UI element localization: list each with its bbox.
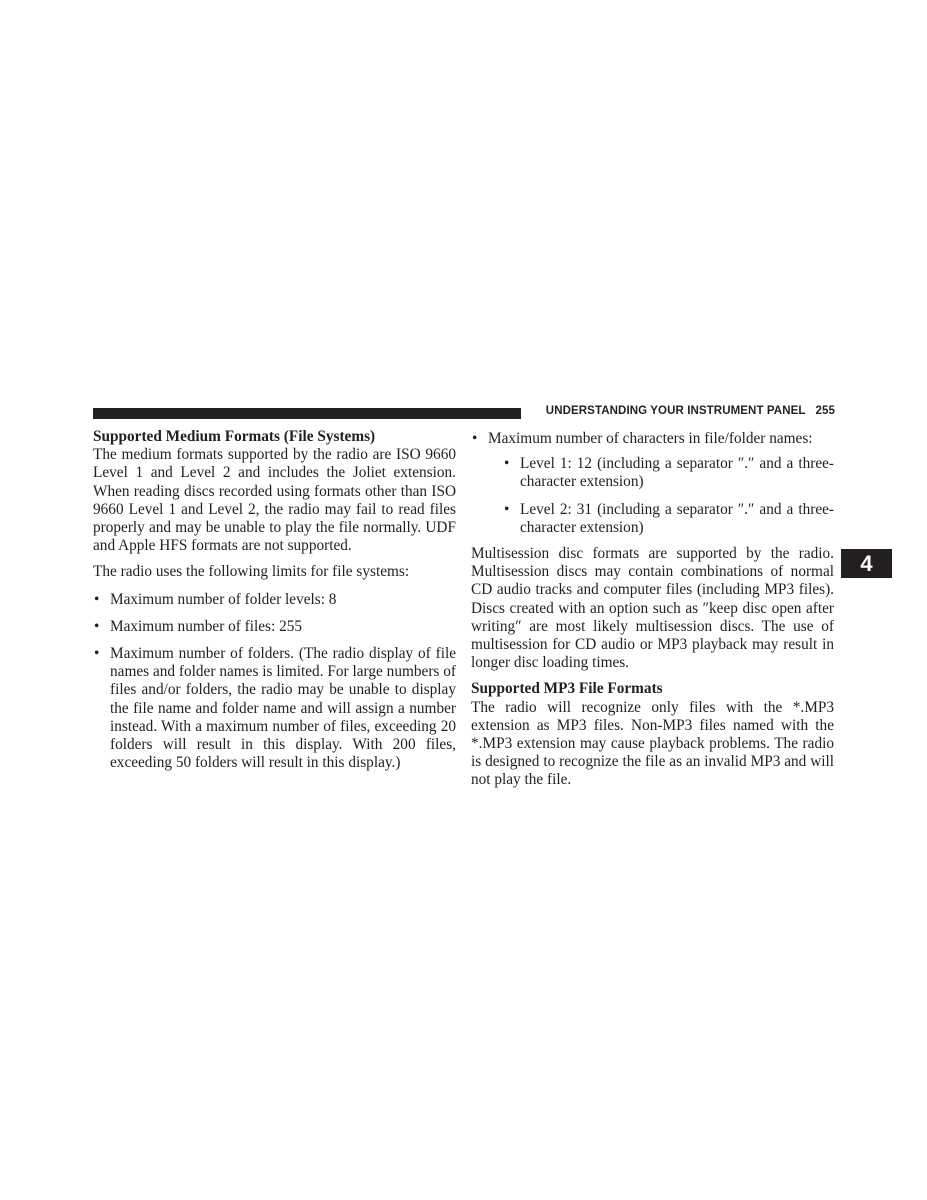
list-item: • Maximum number of files: 255 — [93, 618, 456, 636]
list-item-text: Maximum number of characters in file/folder names: — [488, 430, 813, 447]
heading-medium-formats: Supported Medium Formats (File Systems) — [93, 428, 376, 445]
running-header — [530, 405, 835, 417]
sub-list — [503, 455, 834, 537]
header-rule — [93, 408, 521, 419]
section-title: UNDERSTANDING YOUR INSTRUMENT PANEL — [545, 405, 806, 417]
list-item — [471, 430, 834, 537]
sub-list-item: • Level 1: 12 (including a separator ″.″ and a three-character extension) — [503, 455, 834, 491]
paragraph-limits-intro: The radio uses the following limits for file systems: — [93, 563, 410, 581]
chapter-tab: 4 — [841, 549, 892, 578]
list-item: • Maximum number of folders. (The radio display of file names and folder names is limited. For large numbers of files and/or folders, the radio may be unable to display the file name and folder name and will assign a number instead. With a maximum number of files, exceeding 20 folders will result in this display. With 200 files, exceeding 50 folders will result in this display.) — [93, 645, 456, 772]
paragraph-multisession: Multisession disc formats are supported by the radio. Multisession discs may contain combinations of normal CD audio tracks and computer files (including MP3 files). Discs created with an option such as ″keep disc open after writing″ are most likely multisession discs. The use of multisession for CD audio or MP3 playback may result in longer disc loading times. — [471, 545, 834, 672]
limits-list — [93, 591, 456, 773]
characters-list — [471, 430, 834, 537]
sub-list-item: • Level 2: 31 (including a separator ″.″ and a three-character extension) — [503, 501, 834, 537]
page-number: 255 — [815, 405, 835, 417]
right-column — [471, 428, 834, 790]
paragraph-mp3-formats: The radio will recognize only files with the *.MP3 extension as MP3 files. Non-MP3 files named with the *.MP3 extension may cause playback problems. The radio is designed to recognize the file as an invalid MP3 and will not play the file. — [471, 698, 834, 789]
paragraph-medium-formats: The medium formats supported by the radio are ISO 9660 Level 1 and Level 2 and includes the Joliet extension. When reading discs recorded using formats other than ISO 9660 Level 1 and Level 2, the radio may fail to read files properly and may be unable to play the file normally. UDF and Apple HFS formats are not supported. — [93, 446, 456, 555]
left-column — [93, 428, 456, 772]
heading-mp3-formats: Supported MP3 File Formats — [471, 680, 663, 698]
list-item: • Maximum number of folder levels: 8 — [93, 591, 456, 609]
